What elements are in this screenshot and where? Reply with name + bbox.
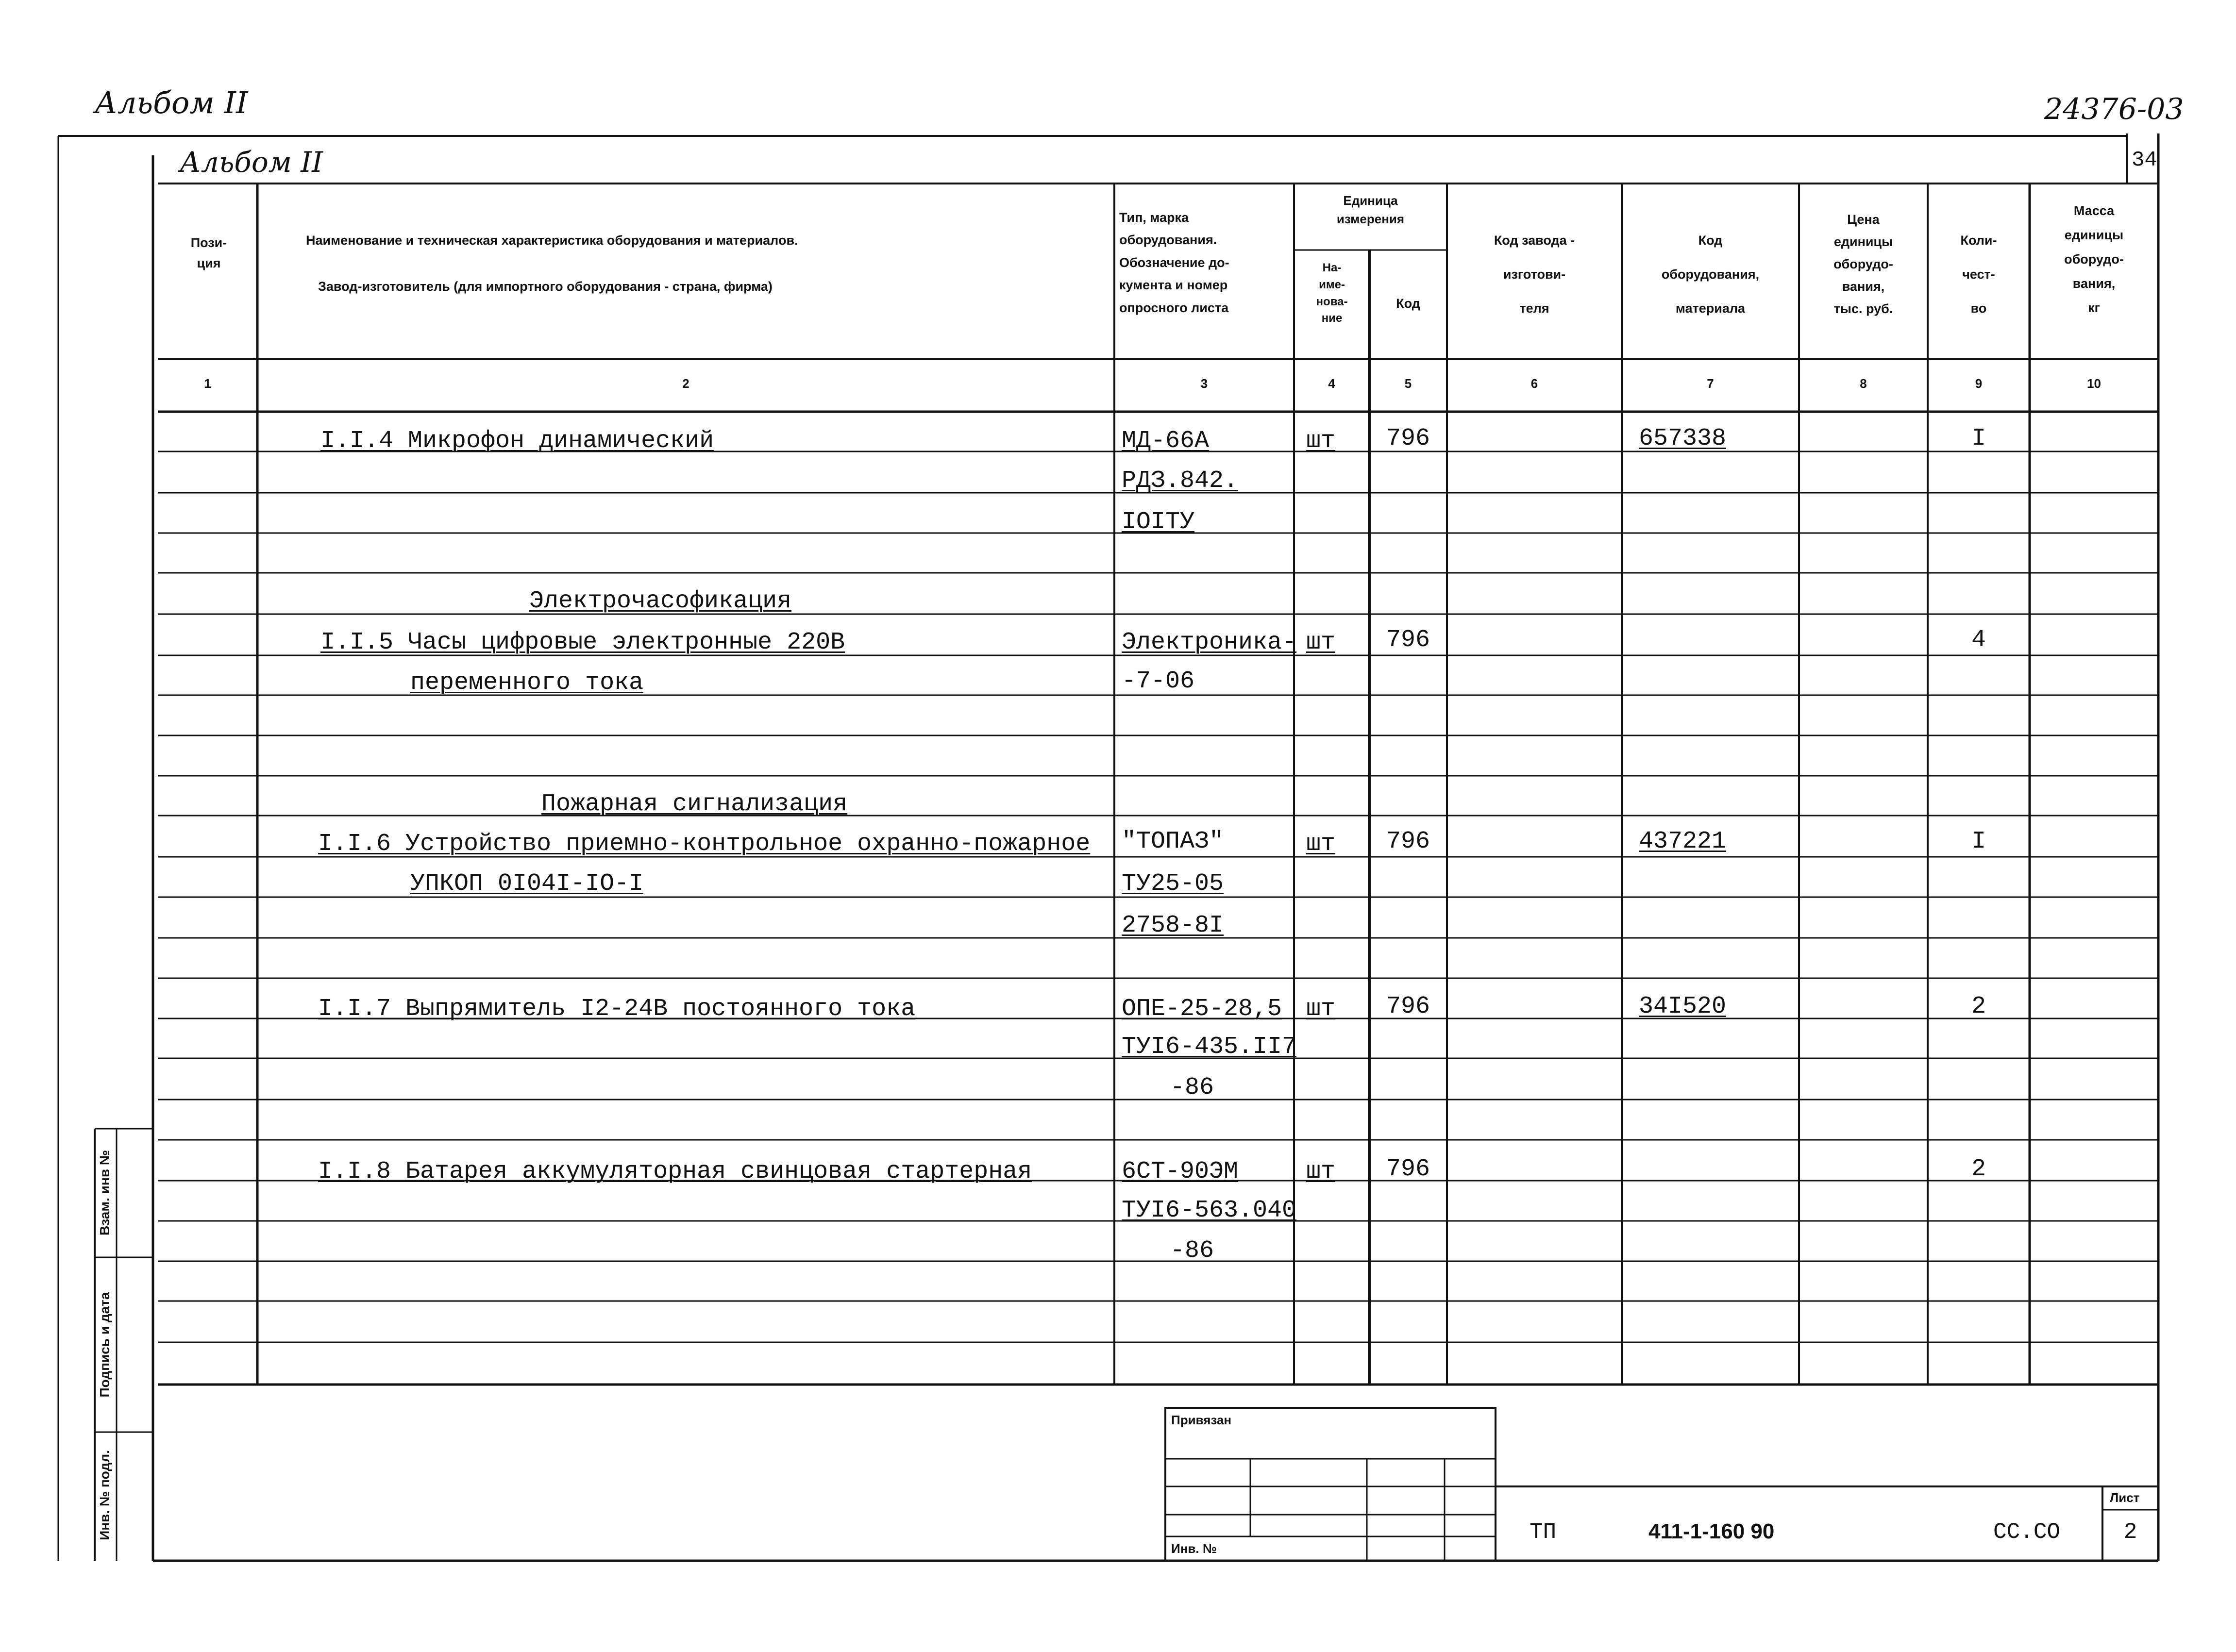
table-cell-unit: шт xyxy=(1306,629,1336,656)
side-stamp-inv: Инв. № подл. xyxy=(97,1450,112,1540)
table-cell-type: -86 xyxy=(1170,1074,1214,1101)
doc-number: 24376-03 xyxy=(2044,92,2184,126)
table-cell-code: 796 xyxy=(1386,993,1430,1020)
table-cell-equip: 34I520 xyxy=(1639,993,1727,1020)
header-factory-code: Код завода - изготови- теля xyxy=(1494,233,1575,316)
album-inner: Альбом II xyxy=(180,146,323,179)
table-cell-code: 796 xyxy=(1386,425,1430,452)
stamp-project-number: 411-1-160 90 xyxy=(1648,1519,1775,1543)
table-row: I.I.5 Часы цифровые электронные 220В xyxy=(320,629,845,656)
col-number-5: 5 xyxy=(1404,376,1412,391)
table-cell-type: 6СТ-90ЭМ xyxy=(1122,1158,1239,1185)
stamp-sheet-number: 2 xyxy=(2123,1519,2137,1545)
table-cell-equip: 437221 xyxy=(1639,828,1727,855)
header-name-line1: Наименование и техническая характеристика оборудования и материалов. xyxy=(306,233,798,248)
table-cell-qty: I xyxy=(1971,425,1986,452)
header-type: Тип, марка оборудования. Обозначение до- кумента и номер опросного листа xyxy=(1119,210,1229,315)
table-cell-type: 2758-8I xyxy=(1122,912,1224,939)
album-top: Альбом II xyxy=(95,85,248,120)
page-corner-number: 34 xyxy=(2132,148,2157,172)
stamp-inv-no: Инв. № xyxy=(1171,1541,1217,1556)
table-cell-qty: I xyxy=(1971,828,1986,855)
header-unit-name: На- име- нова- ние xyxy=(1316,261,1348,325)
stamp-mark: СС.СО xyxy=(1993,1519,2061,1545)
side-stamp-podpis: Подпись и дата xyxy=(97,1292,112,1398)
table-cell-code: 796 xyxy=(1386,1155,1430,1183)
table-row: I.I.7 Выпрямитель I2-24В постоянного тока xyxy=(318,995,916,1023)
table-cell-type: ТУ25-05 xyxy=(1122,870,1224,898)
header-mass: Масса единицы оборудо- вания, кг xyxy=(2064,203,2124,315)
table-cell-type: IOITУ xyxy=(1122,508,1195,536)
stamp-sheet-label: Лист xyxy=(2110,1490,2140,1505)
col-number-8: 8 xyxy=(1860,376,1867,391)
table-cell-type: ТУI6-435.II7 xyxy=(1122,1033,1297,1061)
table-row: I.I.6 Устройство приемно-контрольное охранно-пожарное xyxy=(318,830,1091,858)
table-cell-unit: шт xyxy=(1306,427,1336,455)
header-pos: Пози- ция xyxy=(190,235,227,270)
header-name-line2: Завод-изготовитель (для импортного оборудования - страна, фирма) xyxy=(318,279,773,294)
table-cell-type: -7-06 xyxy=(1122,667,1195,695)
stamp-privyazan: Привязан xyxy=(1171,1413,1232,1427)
table-cell-type: Электроника- xyxy=(1122,629,1297,656)
header-equip-code: Код оборудования, материала xyxy=(1661,233,1760,316)
col-number-2: 2 xyxy=(682,376,689,391)
header-unit: Единица измерения xyxy=(1336,193,1405,226)
table-cell-type: ТУI6-563.040 xyxy=(1122,1197,1297,1224)
col-number-3: 3 xyxy=(1200,376,1208,391)
table-cell-name-cont: УПКОП 0I04I-IO-I xyxy=(410,870,644,898)
section-title: Электрочасофикация xyxy=(529,587,792,615)
table-cell-unit: шт xyxy=(1306,995,1336,1023)
table-cell-name-cont: переменного тока xyxy=(410,669,644,697)
table-cell-type: ОПЕ-25-28,5 xyxy=(1122,995,1282,1023)
table-row: I.I.4 Микрофон динамический xyxy=(320,427,714,455)
table-cell-unit: шт xyxy=(1306,830,1336,858)
col-number-9: 9 xyxy=(1975,376,1983,391)
table-cell-qty: 2 xyxy=(1971,993,1986,1020)
table-cell-unit: шт xyxy=(1306,1158,1336,1185)
side-stamp-vzam: Взам. инв № xyxy=(97,1150,112,1235)
table-cell-type: -86 xyxy=(1170,1237,1214,1265)
header-price: Цена единицы оборудо- вания, тыс. руб. xyxy=(1833,212,1893,316)
table-cell-qty: 4 xyxy=(1971,626,1986,654)
table-cell-qty: 2 xyxy=(1971,1155,1986,1183)
stamp-tp: ТП xyxy=(1530,1519,1557,1545)
header-qty: Коли- чест- во xyxy=(1960,233,1997,316)
section-title: Пожарная сигнализация xyxy=(541,790,848,818)
col-number-6: 6 xyxy=(1530,376,1538,391)
table-cell-type: "ТОПАЗ" xyxy=(1122,828,1224,855)
table-cell-type: РДЗ.842. xyxy=(1122,467,1239,495)
table-cell-equip: 657338 xyxy=(1639,425,1727,452)
col-number-1: 1 xyxy=(204,376,211,391)
table-cell-code: 796 xyxy=(1386,626,1430,654)
col-number-4: 4 xyxy=(1328,376,1335,391)
header-unit-code: Код xyxy=(1396,296,1420,311)
col-number-10: 10 xyxy=(2087,376,2101,391)
table-row: I.I.8 Батарея аккумуляторная свинцовая стартерная xyxy=(318,1158,1032,1185)
col-number-7: 7 xyxy=(1707,376,1714,391)
table-cell-type: МД-66А xyxy=(1122,427,1210,455)
table-cell-code: 796 xyxy=(1386,828,1430,855)
